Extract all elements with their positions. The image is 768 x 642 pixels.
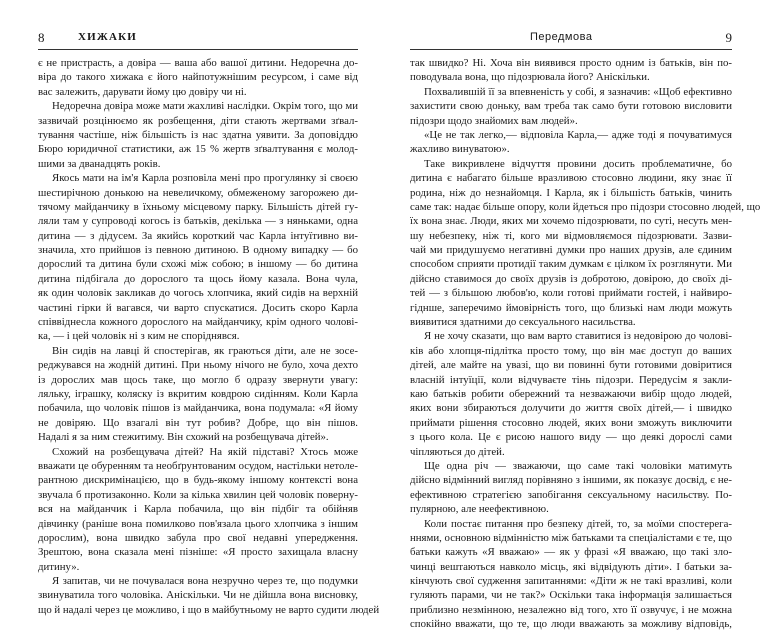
text-line: не довіряю. Що взагалі він тут робив? Добре, що він пішов. [38,416,358,429]
text-line: дитина — з дідусем. За якийсь короткий час Карла інтуїтивно ви- [38,229,358,242]
text-line: Зрештою, вона сказала мені пізніше: «Я просто захищала власну [38,546,358,559]
text-line: захистити свою доньку, вам треба так само бути готовою висловити [410,100,732,113]
text-line: частині гірки й вагався, чи варто спускатися. Досить скоро Карла [38,301,358,314]
text-line: їх вона знає. Люди, яких ми хочемо підозрювати, по суті, несуть мен- [410,215,732,228]
text-line: так швидко? Ні. Хоча він виявився просто одним із батьків, він по- [410,57,732,69]
text-line: виявитися здатними до сексуального насильства. [410,316,636,329]
text-line: є не пристрасть, а довіра — ваша або вашої дитини. Недоречна до- [38,57,358,69]
text-line: приблизно незмінною, незалежно від того, хто її озвучує, і не можна [410,603,732,616]
text-line: побачила, що чоловік пішов із майданчика, вона подумала: «Я йому [38,402,358,415]
text-line: шу небезпеку, ніж ті, кого ми відмовляємося підозрювати. Зазви- [410,229,732,242]
text-line: дитину». [38,560,80,573]
text-line: чинці вештаються навколо місць, які відвідують діти». І батьки за- [410,560,732,573]
text-line: ннями, основною відмінністю між батьками та спеціалістами є те, що [410,531,732,544]
running-title: ХИЖАКИ [78,31,138,43]
text-line: що й надалі через це можливо, і що в майбутньому не варто судити людей [38,603,380,616]
text-line: ляли там у супроводі когось із батьків, декілька — з няньками, одна [38,215,358,228]
text-line: ляльку, іграшку, коляску із вкритим ковдрою сидінням. Коли Карла [38,387,358,400]
text-line: значила, хто прийшов із певною дитиною. В одному випадку — бо [38,244,358,257]
text-line: Він сидів на лавці й спостерігав, як граються діти, але не зосе- [52,344,358,357]
text-line: саме так: надає більше опору, коли йдеться про підозри стосовно людей, що [410,200,761,213]
text-line: Недоречна довіра може мати жахливі наслідки. Окрім того, що ми [52,100,358,113]
text-line: Бюро юридичної статистики, аж 15 % жертв зґвалтування є молод- [38,143,358,156]
running-title: Передмова [530,31,593,43]
text-line: дійсно ставимося до своїх друзів із добротою, довірою, до своїх ді- [410,272,732,285]
text-line: звинуватила того чоловіка. Аніскільки. Чи не дійшла вона висновку, [38,589,358,602]
header-rule [410,49,732,50]
text-line: жахливо винуватою». [410,143,510,156]
text-line: кінчують свої судження запитаннями: «Діти ж не такі вразливі, коли [410,575,732,588]
text-line: ків або хлопця-підлітка просто тому, що він має доступ до ваших [410,344,732,357]
text-line: гіднше, заперечимо ймовірність того, що близькі нам люди можуть [410,301,732,314]
text-line: ефективною стратегією запобігання сексуальному насильству. По- [410,488,732,501]
right-page-body [410,56,761,642]
page-number: 9 [725,30,732,45]
text-line: ка, — і цей чоловік ні з ким не споріднявся. [38,330,240,343]
text-line: Якось мати на ім'я Карла розповіла мені про прогулянку зі своєю [52,172,358,185]
text-line: спокійно вважати, що те, що люди вважають за можливу відповідь, [410,618,732,631]
text-line: тячому майданчику в їхньому місцевому парку. Більшість дітей гу- [38,200,358,213]
text-line: звучала б протизаконно. Коли за кілька хвилин цей чоловік поверну- [38,488,358,501]
text-line: Ще одна річ — зважаючи, що саме такі чоловіки матимуть [424,459,732,472]
text-line: гуляють парами, чи не так?» Оскільки така інформація залишається [410,589,732,602]
text-line: пулярною, але неефективною. [410,503,549,516]
text-line: тування частіше, ніж більшість із нас здатна уявити. За доповіддю [38,128,358,141]
header-rule [38,49,358,50]
text-line: каю батьків робити обережний та незважаючи вибір щодо людей, [410,387,732,400]
text-line: рантною дискримінацією, що в будь-якому іншому контексті вона [38,474,358,487]
left-page [38,0,380,616]
text-line: батьки кажуть «Я вважаю» — як у фразі «Я вважаю, що такі зло- [410,546,732,559]
text-line: Схожий на розбещувача дітей? На якій підставі? Хтось може [52,445,358,458]
text-line: «Це не так легко,— відповіла Карла,— адже тоді я почуватимуся [424,128,732,141]
text-line: дитина підбігала до дорослого та щось йому казала. Вона чула, [38,272,358,285]
text-line: Я не хочу сказати, що вам варто ставитися із недовірою до чолові- [424,330,732,343]
text-line: Я запитав, чи не почувалася вона незручно через те, що подумки [52,575,358,588]
text-line: поводувала вона, що підозрювала його? Аніскільки. [410,71,650,84]
left-page-body [38,56,380,627]
text-line: вважати це обуренням та необґрунтованим осудом, настільки нетоле- [38,459,358,472]
text-line: чіпляються до дітей. [410,445,505,458]
text-line: Коли постає питання про безпеку дітей, то, за моїми спостерега- [424,517,732,530]
text-line [38,617,358,627]
text-line: підозри щодо знайомих вам людей». [410,114,578,127]
text-line: дійсно відмінний вигляд порівняно з іншими, як показує досвід, є не- [410,474,732,487]
text-line: приймати рішення стосовно людей, яких вони зможуть виключити [410,416,732,429]
text-line: способом сприяти протидії таким думкам є цілком їх розглянути. Ми [410,258,732,271]
text-line: із дорослих мав щось таке, що могло б одразу звернути увагу: [38,373,358,386]
text-line: родина, ніж до незнайомця. І Карла, як і більшість батьків, чинить [410,186,732,199]
text-line: дорослий та дитина були схожі між собою; в іншому — бо дитина [38,258,358,271]
text-line: співвіднесла кожного дорослого на майданчику, крім одного чолові- [38,316,358,329]
text-line: з цього кола. Це є рисою нашого виду — що деякі дорослі сами [410,431,732,444]
right-page-header [410,30,732,48]
text-line: вся на майданчик і Карла побачила, що він підбіг та обійняв [38,503,358,516]
text-line: Надалі я за ним стежитиму. Він схожий на розбещувача дітей». [38,431,329,444]
text-line: зазвичай розцінюємо як розбещення, діти стають жертвами зґвал- [38,114,358,127]
text-line: чай ми придушуємо негативні думки про наших друзів, але єдиним [410,244,732,257]
text-line: дітей, але майте на увазі, що ви повинні бути готовими довіритися [410,359,732,372]
text-line: реджувався на жодній дитині. При ньому нічого не було, хоча дехто [38,359,358,372]
text-line: дитина є набагато більше вразливою стосовно людини, яку знає її [410,172,732,185]
page-number: 8 [38,30,45,45]
text-line: шестирічною донькою на невеличкому, обмеженому загорожею ди- [38,186,358,199]
text-line: дівчинку (раніше вона помилково пов'язала цього хлопчика з іншим [38,517,358,530]
text-line: яких вони збираються долучити до життя своїх дітей,— і швидко [410,402,732,415]
text-line: віра до такого хижака є його найпотужнішим ресурсом, і саме від [38,71,358,84]
text-line: як один чоловік закликав до чогось хлопчика, який сидів на верхній [38,287,358,300]
text-line: вас залежить, дарувати йому цю довіру чи ні. [38,85,247,98]
text-line: власній інтуїції, коли відчуваєте тінь підозри. Передусім я закли- [410,373,732,386]
text-line: шими за дванадцять років. [38,157,161,170]
text-line [410,632,732,642]
left-page-header [38,30,358,48]
text-line: тей — з більшою любов'ю, коли готові приймати гостей, і найвиро- [410,287,732,300]
text-line: Таке викривлене відчуття провини досить проблематичне, бо [424,157,732,170]
right-page [410,0,761,631]
text-line: Похвалившій її за впевненість у собі, я зазначив: «Щоб ефективно [424,85,732,98]
text-line: дорослим), вона швидко забула про свої недавні упередження. [38,531,358,544]
